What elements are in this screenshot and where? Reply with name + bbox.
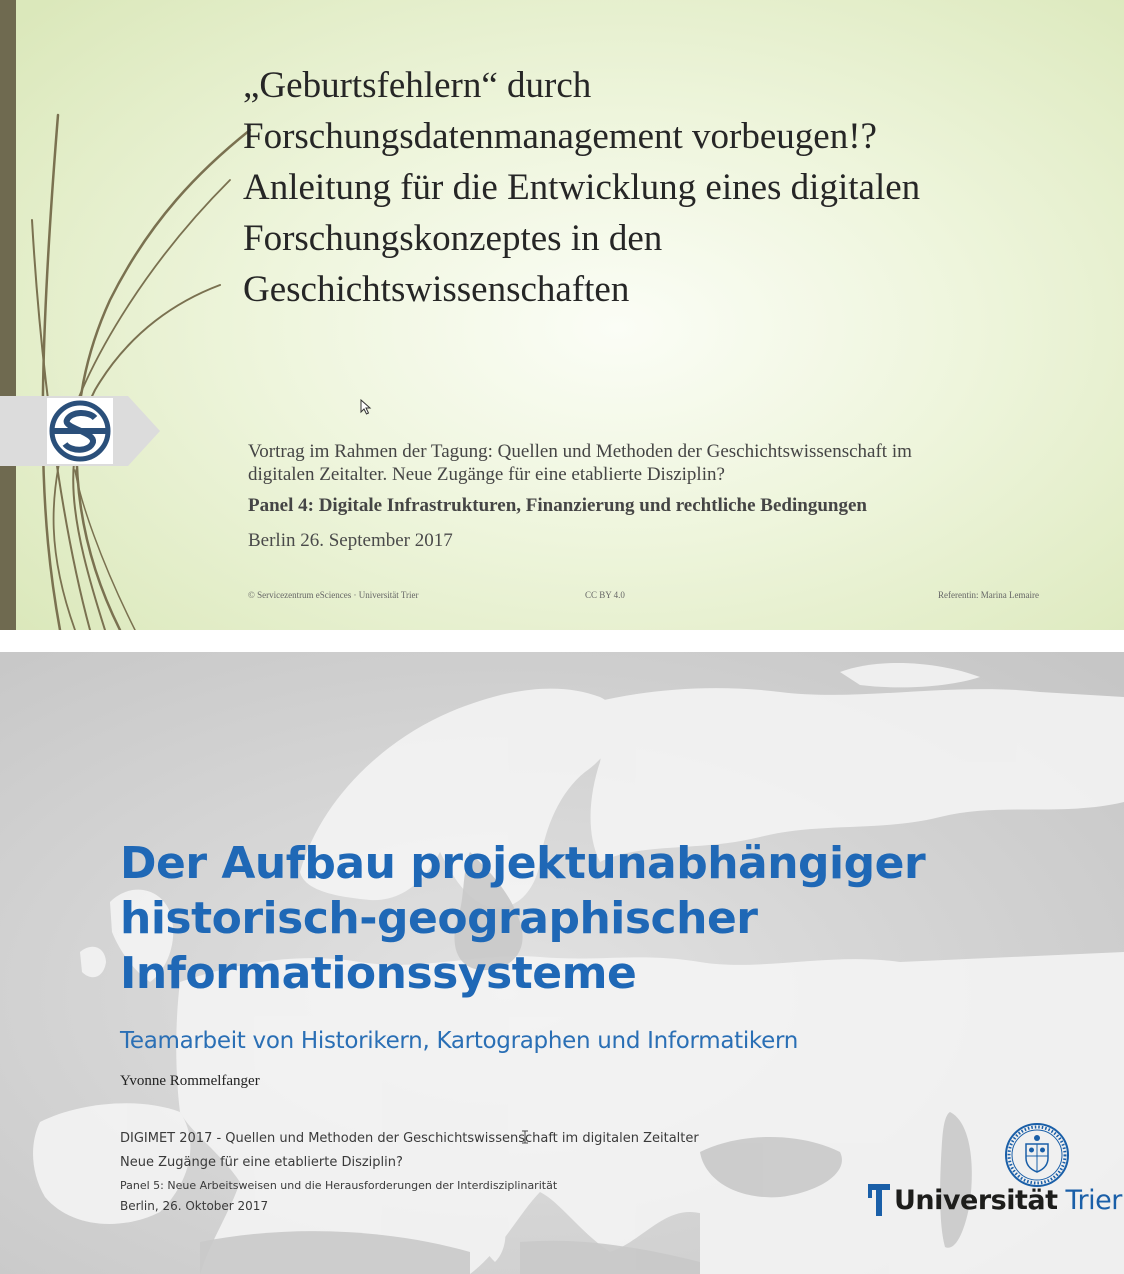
university-seal-icon bbox=[1004, 1122, 1070, 1188]
slide-2-event-line-2: Neue Zugänge für eine etablierte Disziplin? bbox=[120, 1155, 403, 1170]
title-line: historisch-geographischer bbox=[120, 893, 758, 944]
title-line: Anleitung für die Entwicklung eines digitalen bbox=[243, 167, 921, 208]
slide-2-author: Yvonne Rommelfanger bbox=[120, 1073, 260, 1089]
mouse-pointer-icon bbox=[360, 399, 372, 415]
title-line: Forschungskonzeptes in den bbox=[243, 218, 663, 259]
universitaet-trier-logo bbox=[868, 1182, 1122, 1218]
footer-copyright: © Servicezentrum eSciences · Universität Trier bbox=[248, 590, 419, 600]
slide-1-title bbox=[243, 60, 1083, 315]
title-line: Der Aufbau projektunabhängiger bbox=[120, 838, 926, 889]
universitaet-trier-mark-icon bbox=[868, 1184, 890, 1216]
slide-separator bbox=[0, 630, 1124, 652]
subtitle-line: digitalen Zeitalter. Neue Zugänge für eine etablierte Disziplin? bbox=[248, 464, 725, 485]
slide-2-title bbox=[120, 836, 925, 1001]
slide-1-date: Berlin 26. September 2017 bbox=[248, 530, 453, 551]
title-line: „Geburtsfehlern“ durch bbox=[243, 65, 592, 106]
slide-2-date: Berlin, 26. Oktober 2017 bbox=[120, 1199, 269, 1213]
footer-speaker: Referentin: Marina Lemaire bbox=[938, 590, 1039, 600]
slide-2-event-line-1: DIGIMET 2017 - Quellen und Methoden der Geschichtswissenschaft im digitalen Zeitalter bbox=[120, 1131, 699, 1146]
subtitle-line: Vortrag im Rahmen der Tagung: Quellen und Methoden der Geschichtswissenschaft im bbox=[248, 441, 912, 462]
text-cursor-icon bbox=[522, 1130, 528, 1144]
title-line: Informationssysteme bbox=[120, 948, 637, 999]
grass-decoration bbox=[0, 0, 260, 630]
university-city: Trier bbox=[1065, 1184, 1122, 1216]
slide-2 bbox=[0, 652, 1124, 1274]
slide-1-panel: Panel 4: Digitale Infrastrukturen, Finanzierung und rechtliche Bedingungen bbox=[248, 495, 867, 516]
title-line: Forschungsdatenmanagement vorbeugen!? bbox=[243, 116, 877, 157]
footer-license: CC BY 4.0 bbox=[585, 590, 625, 600]
slide-2-panel: Panel 5: Neue Arbeitsweisen und die Herausforderungen der Interdisziplinarität bbox=[120, 1179, 558, 1192]
title-line: Geschichtswissenschaften bbox=[243, 269, 630, 310]
slide-2-subtitle: Teamarbeit von Historikern, Kartographen und Informatikern bbox=[120, 1028, 799, 1054]
servicezentrum-logo-icon bbox=[47, 398, 113, 464]
slide-1-subtitle bbox=[248, 440, 1088, 486]
slide-1 bbox=[0, 0, 1124, 630]
university-name: Universität bbox=[894, 1184, 1058, 1216]
